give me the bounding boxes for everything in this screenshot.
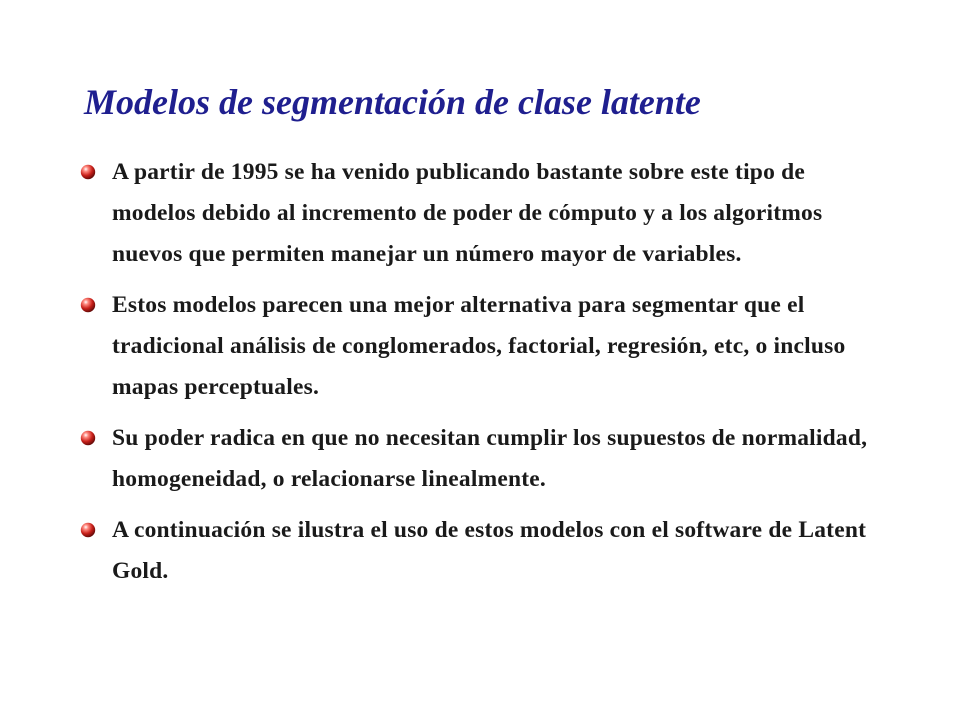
bullet-text: A partir de 1995 se ha venido publicando bastante sobre este tipo de modelos debido al incremento de poder de cómputo y a los algoritmos nuevos que permiten manejar un número mayor de variables.: [112, 159, 823, 267]
bullet-text: A continuación se ilustra el uso de estos modelos con el software de Latent Gold.: [112, 517, 867, 584]
bullet-item: [80, 152, 880, 275]
bullet-item: [80, 510, 880, 592]
bullet-list: [80, 152, 880, 602]
red-sphere-bullet-icon: [80, 297, 96, 313]
red-sphere-bullet-icon: [80, 430, 96, 446]
bullet-text: Su poder radica en que no necesitan cumplir los supuestos de normalidad, homogeneidad, o relacionarse linealmente.: [112, 425, 868, 492]
bullet-item: [80, 285, 880, 408]
slide-title: Modelos de segmentación de clase latente: [84, 82, 701, 122]
red-sphere-bullet-icon: [80, 164, 96, 180]
red-sphere-bullet-icon: [80, 522, 96, 538]
bullet-text: Estos modelos parecen una mejor alternativa para segmentar que el tradicional análisis de conglomerados, factorial, regresión, etc, o incluso mapas perceptuales.: [112, 292, 846, 400]
bullet-item: [80, 418, 880, 500]
